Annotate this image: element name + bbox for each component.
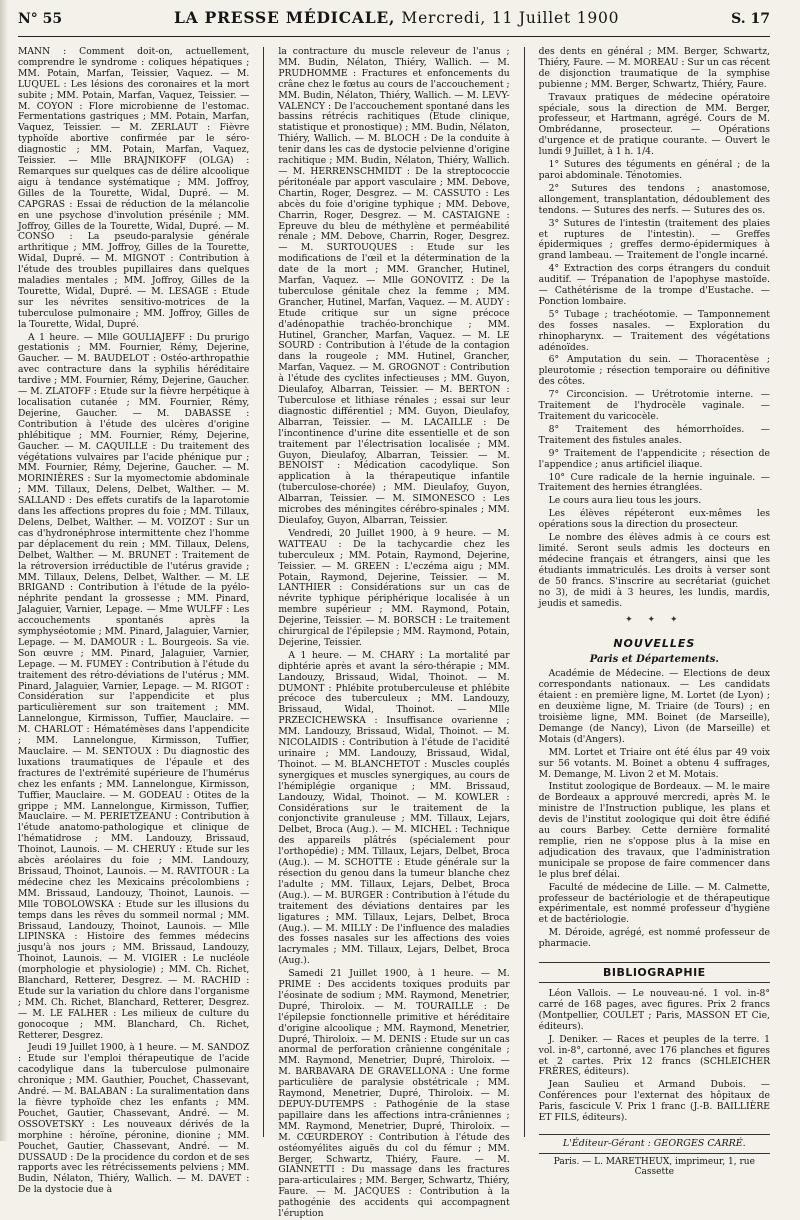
- travaux-paragraph: 4° Extraction des corps étrangers du conduit auditif. — Trépanation de l'apophyse mastoïde. — Cathétérisme de la trompe d'Eustache. — Ponction lombaire.: [538, 263, 770, 307]
- travaux-paragraph: 1° Sutures des téguments en général ; de la paroi abdominale. Ténotomies.: [538, 159, 770, 181]
- news-paragraph: MM. Lortet et Triaire ont été élus par 49 voix sur 56 votants. M. Boinet a obtenu 4 suffrages, M. Demange, M. Livon 2 et M. Motais.: [538, 746, 770, 780]
- masthead: [174, 8, 619, 27]
- nouvelles-heading: NOUVELLES: [613, 637, 696, 651]
- biblio-entry: Jean Saulieu et Armand Dubois. — Conférences pour l'externat des hôpitaux de Paris, fascicule V. Prix 1 franc (J.-B. BAILLIÈRE ET FILS, éditeurs).: [538, 1079, 770, 1124]
- thesis-list-paragraph: Vendredi, 20 Juillet 1900, à 9 heure. — M. WATTEAU : De la tachycardie chez les tuberculeux ; MM. Potain, Raymond, Dejerine, Teissier. — M. GREEN : L'eczéma aigu ; MM. Potain, Raymond, Dejerine, Teissier. — M. LANTHIER : Considérations sur un cas de névrite typhique périphérique localisée à un membre supérieur ; MM. Raymond, Potain, Dejerine, Teissier. — M. BORSCH : Le traitement chirurgical de l'épilepsie ; MM. Raymond, Potain, Dejerine, Teissier.: [278, 527, 510, 648]
- travaux-paragraph: 9° Traitement de l'appendicite ; résection de l'appendice ; anus artificiel iliaque.: [538, 447, 770, 470]
- travaux-paragraph: 2° Sutures des tendons ; anastomose, allongement, transplantation, dédoublement des tendons. — Sutures des nerfs. — Sutures des os.: [538, 182, 770, 216]
- columns: [18, 46, 770, 1220]
- thesis-list-paragraph: Jeudi 19 Juillet 1900, à 1 heure. — M. SANDOZ : Etude sur l'emploi thérapeutique de l'acide cacodylique dans la tuberculose pulmonaire chronique ; MM. Gauthier, Pouchet, Chassevant, André. — M. BALABAN : La suralimentation dans la fièvre typhoïde chez les enfants ; MM. Pouchet, Gautier, Chassevant, André. — M. OSSOVETSKY : Les nouveaux dérivés de la morphine : héroïne, péronine, dionine ; MM. Pouchet, Gautier, Chassevant, André. — M. DUSSAUD : De la procidence du cordon et de ses rapports avec les rétrécissements pelviens ; MM. Budin, Nélaton, Thiéry, Wallich. — M. DAVET : De la dystocie due à: [18, 1042, 250, 1196]
- travaux-paragraph: 6° Amputation du sein. — Thoracentèse ; pleurotomie ; résection temporaire ou définitive des côtes.: [538, 354, 770, 388]
- biblio-entry: J. Deniker. — Races et peuples de la terre. 1 vol. in-8°, cartonné, avec 176 planches et figures et 2 cartes. Prix 12 francs (SCHLEICHER FRÈRES, éditeurs).: [538, 1033, 770, 1078]
- news-paragraph: Institut zoologique de Bordeaux. — M. le maire de Bordeaux a approuvé mercredi, après M. le ministre de l'Instruction publique, les plans et devis de l'institut zoologique qui doit être édifié au cours Barbey. Cette dernière formalité remplie, rien ne s'oppose plus à la mise en adjudication des travaux, que l'administration municipale se propose de faire commencer dans le plus bref délai.: [538, 781, 770, 880]
- issue-number: N° 55: [18, 11, 63, 27]
- paris-subheading: Paris et Départements.: [589, 654, 719, 666]
- bibliographie-heading: BIBLIOGRAPHIE: [539, 962, 770, 983]
- thesis-list-paragraph: Samedi 21 Juillet 1900, à 1 heure. — M. PRIME : Des accidents toxiques produits par l'éosinate de sodium ; MM. Raymond, Menetrier, Dupré, Thiroloix. — M. TOURAILLE : De l'épilepsie fonctionnelle primitive et héréditaire d'origine alcoolique ; MM. Raymond, Menetrier, Dupré, Thiroloix. — M. DENIS : Etude sur un cas anormal de perforation crânienne congénitale ; MM. Raymond, Menetrier, Dupré, Thiroloix. — M. BARBAVARA DE GRAVELLONA : Une forme particulière de paralysie obstétricale ; MM. Raymond, Menetrier, Dupré, Thiroloix. — M. DEPUY-DUTEMPS : Pathogénie de la stase papillaire dans les affections intra-crâniennes ; MM. Raymond, Menetrier, Dupré, Thiroloix. — M. CŒURDEROY : Contribution à l'étude des ostéomyélites aiguës du col du fémur ; MM. Berger, Schwartz, Thiéry, Faure. — M. GIANNETTI : Du massage dans les fractures para-articulaires ; MM. Berger, Schwartz, Thiéry, Faure. — M. JACQUES : Contribution à la pathogénie des accidents qui accompagnent l'éruption: [278, 968, 510, 1220]
- column-rule: [263, 47, 264, 1137]
- column-rule: [524, 47, 525, 1137]
- travaux-paragraph: 3° Sutures de l'intestin (traitement des plaies et ruptures de l'intestin). — Greffes épidermiques ; greffes dermo-épidermiques à grand lambeau. — Traitement de l'ongle incarné.: [538, 217, 770, 262]
- travaux-paragraph: Travaux pratiques de médecine opératoire spéciale, sous la direction de MM. Berger, professeur, et Hartmann, agrégé. Cours de M. Ombrédanne, prosecteur. — Opérations d'urgence et de pratique courante. — Ouvert le lundi 9 Juillet, à 1 h. 1/4.: [538, 91, 770, 158]
- thesis-list-paragraph: la contracture du muscle releveur de l'anus ; MM. Budin, Nélaton, Thiéry, Wallich. — M. PRUDHOMME : Fractures et enfoncements du crâne chez le fœtus au cours de l'accouchement ; MM. Budin, Nélaton, Thiéry, Wallich. — M. LEVY-VALENCY : De l'accouchement spontané dans les bassins rétrécis rachitiques (Etude clinique, statistique et pronostique) ; MM. Budin, Nélaton, Thiéry, Wallich. — M. BLOCH : De la conduite à tenir dans les cas de dystocie pelvienne d'origine rachitique ; MM. Budin, Nélaton, Thiéry, Wallich. — M. HERRENSCHMIDT : De la streptococcie péritonéale par apport vasculaire ; MM. Debove, Chartin, Roger, Desgrez. — M. CASSUTO : Les abcès du foie d'origine typhique ; MM. Debove, Charrin, Roger, Desgrez. — M. CASTAIGNE : Epreuve du bleu de méthylène et perméabilité rénale ; MM. Debove, Charrin, Roger, Desgrez. — M. SURTOUQUES : Etude sur les modifications de l'œil et la détermination de la date de la mort ; MM. Grancher, Hutinel, Marfan, Vaquez. — Mlle GONOVITZ : De la tuberculose génitale chez la femme ; MM. Grancher, Hutinel, Marfan, Vaquez. — M. AUDY : Etude critique sur un signe précoce d'adénopathie trachéo-bronchique ; MM. Hutinel, Grancher, Marfan, Vaquez. — M. LE SOURD : Contribution à l'étude de la contagion dans la rougeole ; MM. Hutinel, Grancher, Marfan, Vaquez. — M. GROGNOT : Contribution à l'étude des cyclites infectieuses ; MM. Guyon, Dieulafoy, Albarran, Teissier. — M. BERTON : Tuberculose et lithiase rénales ; essai sur leur diagnostic différentiel ; MM. Guyon, Dieulafoy, Albarran, Teissier. — M. LACAILLE : De l'incontinence d'urine dite essentielle et de son traitement par l'électrisation localisée ; MM. Guyon, Dieulafoy, Albarran, Teissier. — M. BENOIST : Médication cacodylique. Son application à la thérapeutique infantile (tuberculose-chorée) ; MM. Dieulafoy, Guyon, Albarran, Teissier. — M. SIMONESCO : Les microbes des méningites cérébro-spinales ; MM. Dieulafoy, Guyon, Albarran, Teissier.: [278, 46, 510, 526]
- news-paragraph: Faculté de médecine de Lille. — M. Calmette, professeur de bactériologie et de thérapeutique expérimentale, est nommé professeur d'hygiène et de bactériologie.: [538, 881, 770, 926]
- ornament-divider: ✦ ✦ ✦: [625, 615, 684, 626]
- news-paragraph: M. Déroide, agrégé, est nommé professeur de pharmacie.: [538, 927, 770, 950]
- column-3: [538, 46, 770, 1177]
- page-number: S. 17: [731, 11, 770, 27]
- travaux-paragraph: 10° Cure radicale de la hernie inguinale. — Traitement des hernies étranglées.: [538, 471, 770, 494]
- editor-line: L'Éditeur-Gérant : GEORGES CARRÉ.: [539, 1134, 770, 1149]
- paper-title: LA PRESSE MÉDICALE,: [173, 8, 396, 27]
- thesis-list-paragraph: MANN : Comment doit-on, actuellement, comprendre le syndrome : coliques hépatiques ; MM. Potain, Marfan, Teissier, Vaquez. — M. LUQUEL : Les lésions des coronaires et la mort subite ; MM. Potain, Marfan, Vaquez, Teissier. — M. COYON : Flore microbienne de l'estomac. Fermentations gastriques ; MM. Potain, Marfan, Vaquez, Teissier. — M. ZERLAUT : Fièvre typhoïde abortive confirmée par le séro-diagnostic ; MM. Potain, Marfan, Vaquez, Teissier. — Mlle BRAJNIKOFF (OLGA) : Remarques sur quelques cas de délire alcoolique aigu à tendance systématique ; MM. Joffroy, Gilles de la Tourette, Widal, Dupré. — M. CAPGRAS : Essai de réduction de la mélancolie en une psychose d'involution présénile ; MM. Joffroy, Gilles de la Tourette, Widal, Dupré. — M. CONSO : La pseudo-paralysie générale arthritique ; MM. Joffroy, Gilles de la Tourette, Widal, Dupré. — M. MIGNOT : Contribution à l'étude des troubles pupillaires dans quelques maladies mentales ; MM. Joffroy, Gilles de la Tourette, Widal, Dupré. — M. LESAGE : Etude sur les névrites sensitivo-motrices de la tuberculose pulmonaire ; MM. Joffroy, Gilles de la Tourette, Widal, Dupré.: [18, 46, 250, 330]
- thesis-list-paragraph: A 1 heure. — M. CHARY : La mortalité par diphtérie après et avant la séro-thérapie ; MM. Landouzy, Brissaud, Widal, Thoinot. — M. DUMONT : Phlébite protuberculeuse et phlébite précoce des tuberculeux ; MM. Landouzy, Brissaud, Widal, Thoinot. — Mlle PRZECICHEWSKA : Insuffisance ovarienne ; MM. Landouzy, Brissaud, Widal, Thoinot. — M. NICOLAIDIS : Contribution à l'étude de l'acidité urinaire ; MM. Landouzy, Brissaud, Widal, Thoinot. — M. BLANCHETOT : Muscles couplés synergiques et muscles synergiques, au cours de l'hémiplégie organique ; MM. Brissaud, Landouzy, Widal, Thoinot. — M. KOWLER : Considérations sur le traitement de la conjonctivite granuleuse ; MM. Tillaux, Lejars, Delbet, Broca (Aug.). — M. MICHEL : Technique des appareils plâtrés (spécialement pour l'orthopédie) ; MM. Tillaux, Lejars, Delbet, Broca (Aug.). — M. SCHOTTE : Etude générale sur la résection du genou dans la tumeur blanche chez l'adulte ; MM. Tillaux, Lejars, Delbet, Broca (Aug.). — M. BURGER : Contribution à l'étude du traitement des déviations dentaires par les ligatures ; MM. Tillaux, Lejars, Delbet, Broca (Aug.). — M. MILLY : De l'influence des maladies des fosses nasales sur les affections des voies lacrymales ; MM. Tillaux, Lejars, Delbet, Broca (Aug.).: [278, 649, 510, 967]
- travaux-paragraph: 5° Tubage ; trachéotomie. — Tamponnement des fosses nasales. — Exploration du rhinopharynx. — Traitement des végétations adénoïdes.: [538, 308, 770, 353]
- travaux-paragraph: 8° Traitement des hémorrhoïdes. — Traitement des fistules anales.: [538, 423, 770, 446]
- travaux-paragraph: Le nombre des élèves admis à ce cours est limité. Seront seuls admis les docteurs en médecine français et étrangers, ainsi que les étudiants immatriculés. Les droits à verser sont de 50 francs. S'inscrire au secrétariat (guichet no 3), de midi à 3 heures, les lundis, mardis, jeudis et samedis.: [538, 532, 770, 609]
- biblio-entry: Léon Vallois. — Le nouveau-né. 1 vol. in-8° carré de 168 pages, avec figures. Prix 2 francs (Montpellier, COULET ; Paris, MASSON ET Cie, éditeurs).: [538, 988, 770, 1032]
- travaux-paragraph: Les élèves répéteront eux-mêmes les opérations sous la direction du prosecteur.: [538, 508, 770, 531]
- column-2: [278, 46, 510, 1220]
- printer-line: Paris. — L. MARETHEUX, imprimeur, 1, rue Cassette: [539, 1153, 770, 1177]
- thesis-list-paragraph: des dents en général ; MM. Berger, Schwartz, Thiéry, Faure. — M. MOREAU : Sur un cas récent de disjonction traumatique de la symphise pubienne ; MM. Berger, Schwartz, Thiéry, Faure.: [538, 46, 770, 90]
- thesis-list-paragraph: A 1 heure. — Mlle GOULIAJEFF : Du prurigo gestationis ; MM. Fournier, Rémy, Dejerine, Gaucher. — M. BAUDELOT : Ostéo-arthropathie avec contracture dans la syphilis héréditaire tardive ; MM. Fournier, Rémy, Dejerine, Gaucher. — M. ZLATOFF : Etude sur la fièvre herpétique à localisation cutanée ; MM. Fournier, Rémy, Dejerine, Gaucher. — M. DABASSE : Contribution à l'étude des ulcères d'origine phlébitique ; MM. Fournier, Rémy, Dejerine, Gaucher. — M. CAQUILLE : Du traitement des végétations vulvaires par l'acide phénique pur ; MM. Fournier, Rémy, Dejerine, Gaucher. — M. MORINIÈRES : Sur la myomectomie abdominale ; MM. Tillaux, Delens, Delbet, Walther. — M. SALLAND : Des effets curatifs de la laparotomie dans les affections propres du foie ; MM. Tillaux, Delens, Delbet, Walther. — M. VOIZOT : Sur un cas d'hydronéphrose intermittente chez l'homme par déplacement du rein ; MM. Tillaux, Delens, Delbet, Walther. — M. BRUNET : Traitement de la rétroversion irréductible de l'utérus gravide ; MM. Tillaux, Delens, Delbet, Walther. — M. LE BRIGAND : Contribution à l'étude de la pyélo-néphrite pendant la grossesse ; MM. Pinard, Jalaguier, Varnier, Lepage. — Mme WULFF : Les accouchements spontanés après la symphyséotomie ; MM. Pinard, Jalaguier, Varnier, Lepage. — M. DAMOUR : L. Bourgeois. Sa vie. Son œuvre ; MM. Pinard, Jalaguier, Varnier, Lepage. — M. FUMEY : Contribution à l'étude du traitement des rétro-déviations de l'utérus ; MM. Pinard, Jalaguier, Varnier, Lepage. — M. RIGOT : Considération sur l'appendicite et plus particulièrement sur son traitement ; MM. Lannelongue, Kirmisson, Tuffier, Mauclaire. — M. CHARLOT : Hématémèses dans l'appendicite ; MM. Lannelongue, Kirmisson, Tuffier, Mauclaire. — M. SENTOUX : Du diagnostic des luxations traumatiques de l'épaule et des fractures de l'extrémité supérieure de l'humérus chez les enfants ; MM. Lannelongue, Kirmisson, Tuffier, Mauclaire. — M. GODEAU : Otites de la grippe ; MM. Lannelongue, Kirmisson, Tuffier, Mauclaire. — M. PERIETZEANU : Contribution à l'étude anatomo-pathologique et clinique de l'hématidrose ; MM. Landouzy, Brissaud, Thoinot, Launois. — M. CHERUY : Etude sur les abcès aréolaires du foie ; MM. Landouzy, Brissaud, Thoinot, Launois. — M. RAVITOUR : La médecine chez les Mexicains précolombiens ; MM. Brissaud, Landouzy, Thoinot, Launois. — Mlle TOBOLOWSKA : Etude sur les illusions du temps dans les rêves du sommeil normal ; MM. Brissaud, Landouzy, Thoinot, Launois. — Mlle LIPINSKA : Histoire des femmes médecins jusqu'à nos jours ; MM. Brissaud, Landouzy, Thoinot, Launois. — M. VIGIER : Le nucléole (morphologie et physiologie) ; MM. Ch. Richet, Blanchard, Retterer, Desgrez. — M. RACHID : Etude sur la variation du chlore dans l'organisme ; MM. Ch. Richet, Blanchard, Retterer, Desgrez. — M. LE FALHER : Les milieux de culture du gonocoque ; MM. Blanchard, Ch. Richet, Retterer, Desgrez.: [18, 331, 250, 1041]
- news-paragraph: Académie de Médecine. — Elections de deux correspondants nationaux. — Les candidats étaient : en première ligne, M. Lortet (de Lyon) ; en deuxième ligne, M. Triaire (de Tours) ; en troisième ligne, MM. Boinet (de Marseille), Demange (de Nancy), Livon (de Marseille) et Motais (d'Angers).: [538, 668, 770, 745]
- running-head: [18, 8, 770, 37]
- travaux-paragraph: 7° Circoncision. — Urétrotomie interne. — Traitement de l'hydrocèle vaginale. — Traitement du varicocèle.: [538, 389, 770, 422]
- travaux-paragraph: Le cours aura lieu tous les jours.: [548, 495, 702, 507]
- column-1: [18, 46, 250, 1196]
- issue-date: Mercredi, 11 Juillet 1900: [401, 9, 620, 27]
